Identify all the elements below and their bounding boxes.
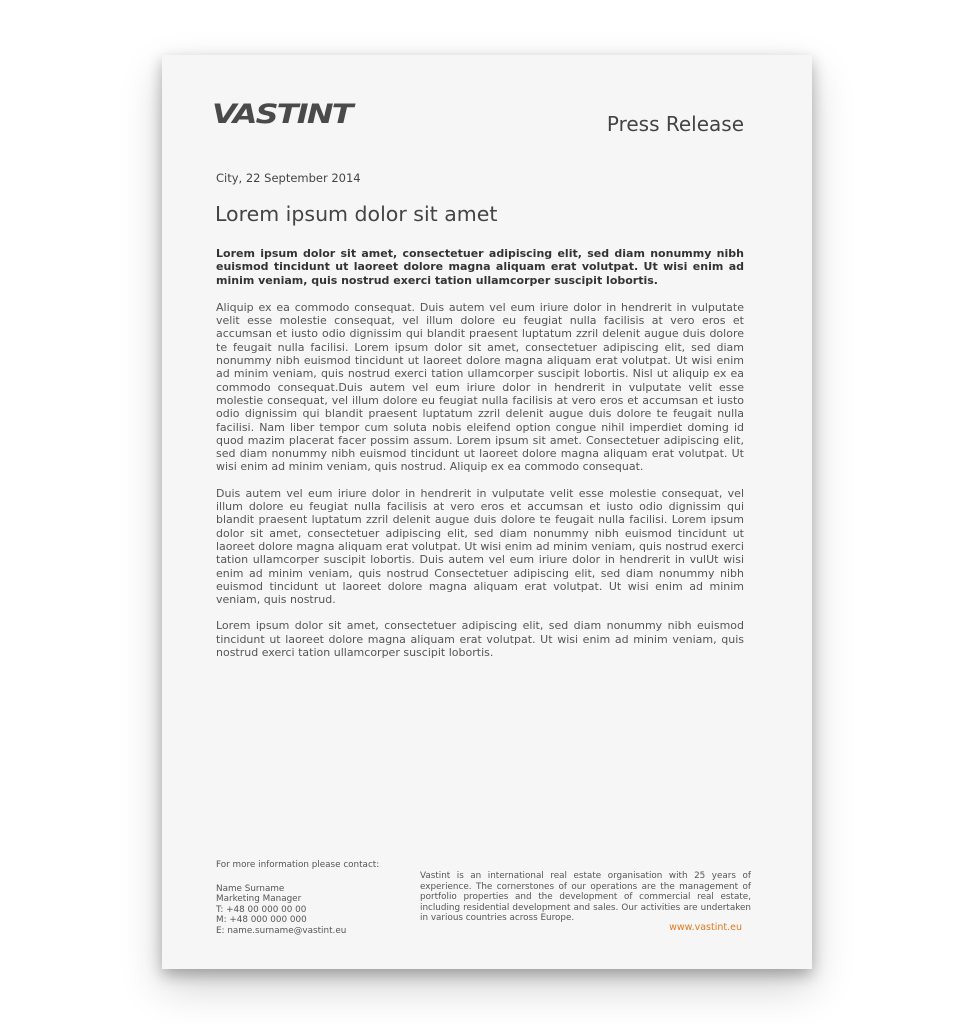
contact-mobile: M: +48 000 000 000 [216, 915, 307, 925]
contact-phone: T: +48 00 000 00 00 [216, 904, 307, 915]
website-link[interactable]: www.vastint.eu [669, 922, 742, 933]
body-paragraph-3: Lorem ipsum dolor sit amet, consectetuer adipiscing elit, sed diam nonummy nibh euismod tincidunt ut laoreet dolore magna aliquam erat volutpat. Ut wisi enim ad minim veniam, quis nostrud exerci tation ullamcorper suscipit lobortis. [216, 619, 744, 660]
body-paragraph-1: Aliquip ex ea commodo consequat. Duis autem vel eum iriure dolor in hendrerit in vulputate velit esse molestie consequat, vel illum dolore eu feugiat nulla facilisis at vero eros et accumsan et iusto odio dignissim qui blandit praesent luptatum zzril delenit augue duis dolore te feugait nulla facilisi. Lorem ipsum dolor sit amet, consectetuer adipiscing elit, sed diam nonummy nibh euismod tincidunt ut laoreet dolore magna aliquam erat volutpat. Ut wisi enim ad minim veniam, quis nostrud exerci tation ullamcorper suscipit lobortis. Nisl ut aliquip ex ea commodo consequat.Duis autem vel eum iriure dolor in hendrerit in vulputate velit esse molestie consequat, vel illum dolore eu feugiat nulla facilisis at vero eros et accumsan et iusto odio dignissim qui blandit praesent luptatum zzril delenit augue duis dolore te feugait nulla facilisi. Nam liber tempor cum soluta nobis eleifend option congue nihil imperdiet doming id quod mazim placerat facer possim assum. Lorem ipsum sit amet. Consectetuer adipiscing elit, sed diam nonummy nibh euismod tincidunt ut laoreet dolore magna aliquam erat volutpat. Ut wisi enim ad minim veniam, quis nostrud. Aliquip ex ea commodo consequat. [216, 300, 744, 474]
document-type-label: Press Release [606, 112, 744, 136]
vastint-logo: VASTINT [212, 99, 352, 130]
contact-intro: For more information please contact: [216, 860, 380, 870]
contact-name: Name Surname [216, 883, 285, 894]
about-company-text: Vastint is an international real estate organisation with 25 years of experience. The cornerstones of our operations are the management of portfolio properties and the development of commercial real estate, including residential development and sales. Our activities are undertaken in various countries across Europe. [420, 871, 751, 923]
contact-title: Marketing Manager [216, 894, 302, 904]
lead-paragraph: Lorem ipsum dolor sit amet, consectetuer adipiscing elit, sed diam nonummy nibh euismod tincidunt ut laoreet dolore magna aliquam erat volutpat. Ut wisi enim ad minim veniam, quis nostrud exerci tation ullamcorper suscipit lobortis. [216, 247, 744, 287]
body-paragraph-2: Duis autem vel eum iriure dolor in hendrerit in vulputate velit esse molestie consequat, vel illum dolore eu feugiat nulla facilisis at vero eros et accumsan et iusto odio dignissim qui blandit praesent luptatum zzril delenit augue duis dolore te feugait nulla facilisi. Lorem ipsum dolor sit amet, consectetuer adipiscing elit, sed diam nonummy nibh euismod tincidunt ut laoreet dolore magna aliquam erat volutpat. Ut wisi enim ad minim veniam, quis nostrud exerci tation ullamcorper suscipit lobortis. Duis autem vel eum iriure dolor in hendrerit in vulUt wisi enim ad minim veniam, quis nostrud Consectetuer adipiscing elit, sed diam nonummy nibh euismod tincidunt ut laoreet dolore magna aliquam erat volutpat. Ut wisi enim ad minim veniam, quis nostrud. [216, 486, 744, 607]
headline: Lorem ipsum dolor sit amet [215, 202, 498, 226]
body-content [216, 247, 744, 672]
contact-block [216, 860, 379, 936]
contact-email[interactable]: E: name.surname@vastint.eu [216, 925, 347, 936]
document-page [162, 55, 812, 969]
dateline: City, 22 September 2014 [216, 171, 361, 185]
